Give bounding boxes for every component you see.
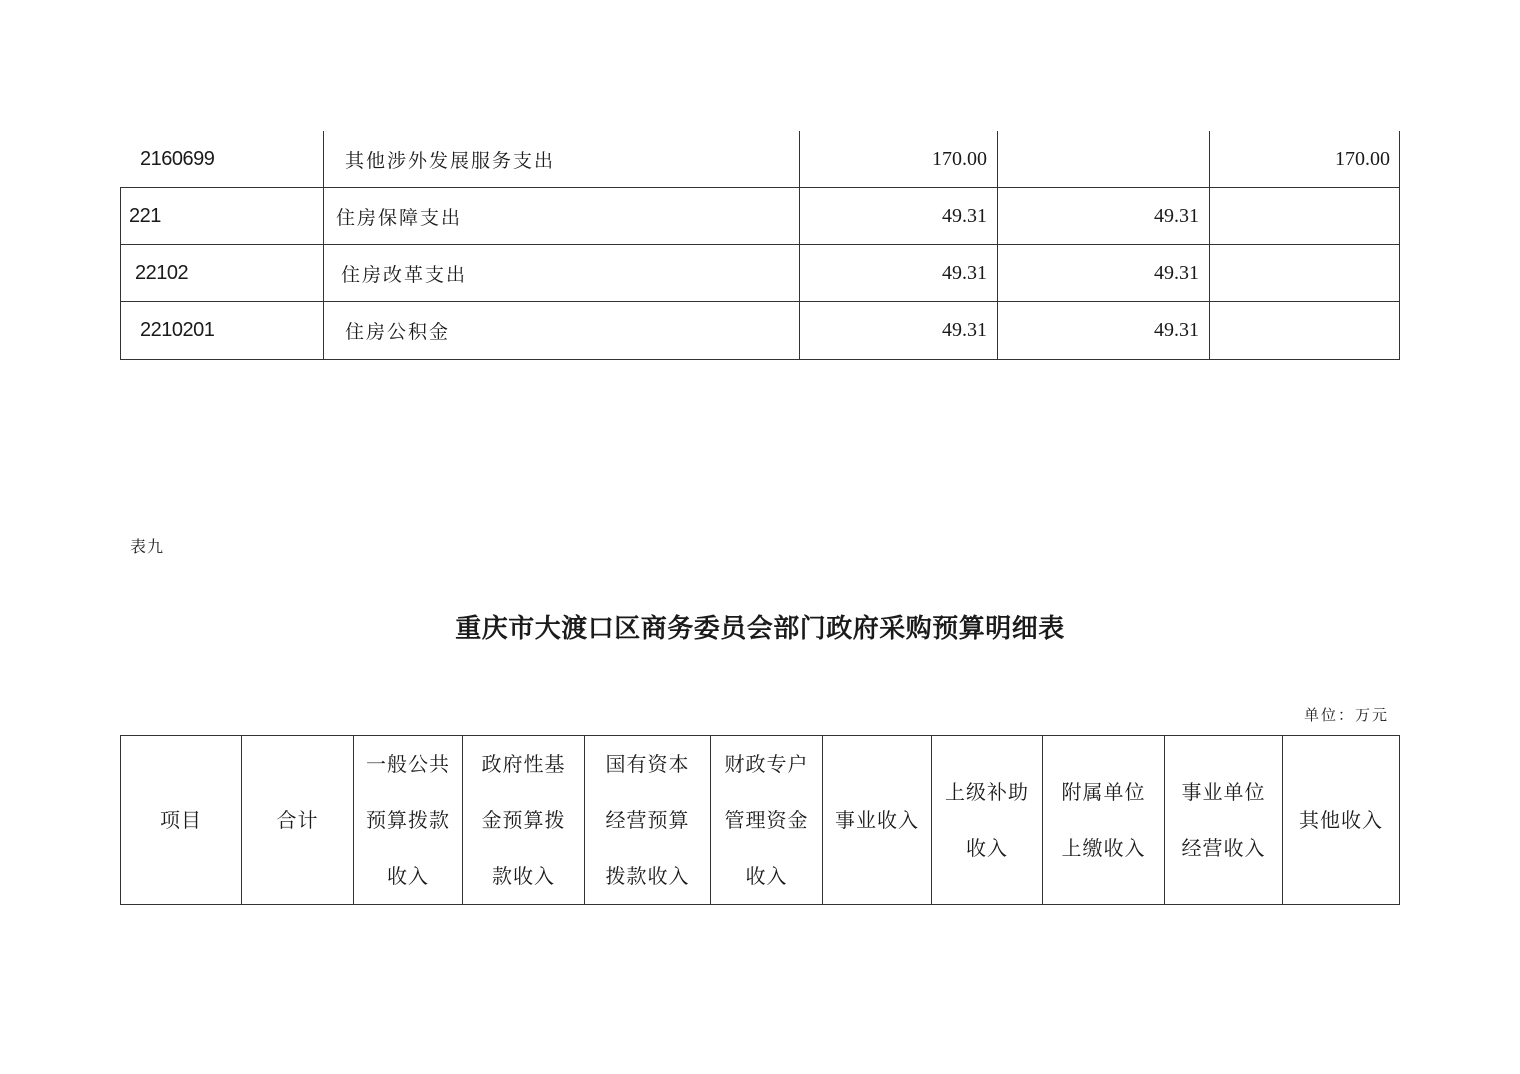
amount-basic: 49.31 [1154,204,1199,227]
header-line: 合计 [276,808,319,832]
amount-total: 49.31 [942,261,987,284]
header-line: 事业单位 [1181,780,1266,804]
header-line: 一般公共 [366,752,450,776]
account-name-cell [323,188,799,244]
header-line: 国有资本 [605,752,690,776]
header-line: 拨款收入 [605,864,690,888]
header-line: 收入 [387,864,429,888]
header-text [366,736,450,904]
unit-label: 单位：万元 [1303,706,1389,724]
amount-total: 49.31 [942,204,987,227]
header-text [1299,792,1383,848]
column-header-affiliated-units [1043,736,1165,904]
header-text [835,792,919,848]
account-name: 住房保障支出 [336,206,463,229]
amount-total-cell [799,131,997,187]
header-line: 附属单位 [1061,780,1146,804]
amount-basic-cell [997,245,1209,301]
account-code: 2210201 [140,319,215,341]
budget-table-continuation [120,131,1400,360]
account-code: 221 [129,204,161,227]
account-code-cell [120,302,323,359]
account-name: 其他涉外发展服务支出 [345,149,556,172]
header-line: 收入 [745,864,788,888]
page-title: 重庆市大渡口区商务委员会部门政府采购预算明细表 [455,614,1065,644]
column-header-gov-fund [463,736,585,904]
amount-basic: 49.31 [1154,261,1199,284]
account-name-cell [323,131,799,187]
amount-basic-cell [997,302,1209,359]
account-name-cell [323,245,799,301]
header-line: 上缴收入 [1061,836,1146,860]
header-text [1182,764,1266,876]
column-header-operating-income [1165,736,1283,904]
column-header-total [242,736,354,904]
table-number-label: 表九 [130,537,165,556]
account-name: 住房公积金 [345,321,451,343]
header-line: 经营预算 [605,808,690,832]
header-line: 政府性基 [481,752,566,776]
amount-project-cell [1209,188,1400,244]
header-line: 事业收入 [835,808,919,832]
procurement-budget-table-header [120,735,1400,905]
column-header-superior-subsidy [932,736,1043,904]
table-row [120,131,1400,188]
amount-basic-cell [997,131,1209,187]
column-header-state-capital [585,736,711,904]
amount-project-cell [1209,131,1400,187]
column-header-general-budget [354,736,463,904]
table-row [120,245,1400,302]
column-header-business-income [823,736,932,904]
amount-project: 170.00 [1335,147,1390,170]
account-code-cell [120,245,323,301]
account-name: 住房改革支出 [341,263,468,286]
column-header-other-income [1283,736,1399,904]
amount-total-cell [799,188,997,244]
account-code-cell [120,131,323,187]
amount-total: 170.00 [932,147,987,170]
amount-total: 49.31 [942,319,987,341]
header-line: 其他收入 [1299,808,1383,832]
amount-basic-cell [997,188,1209,244]
header-text [277,792,319,848]
column-header-special-account [711,736,823,904]
header-text [945,764,1029,876]
header-line: 收入 [966,836,1008,860]
table-row [120,188,1400,245]
table-row [120,302,1400,360]
header-text [606,736,690,904]
header-line: 财政专户 [724,752,809,776]
column-header-item [121,736,242,904]
amount-project-cell [1209,245,1400,301]
amount-total-cell [799,302,997,359]
header-line: 款收入 [492,864,555,888]
account-code: 22102 [135,261,189,284]
header-line: 上级补助 [945,780,1029,804]
header-text [1062,764,1146,876]
header-line: 经营收入 [1181,836,1266,860]
header-line: 项目 [160,808,202,832]
header-text [160,792,202,848]
header-line: 金预算拨 [481,808,566,832]
amount-basic: 49.31 [1154,319,1199,341]
amount-project-cell [1209,302,1400,359]
header-line: 预算拨款 [366,808,450,832]
account-code-cell [120,188,323,244]
account-code: 2160699 [140,147,215,170]
amount-total-cell [799,245,997,301]
account-name-cell [323,302,799,359]
header-text [482,736,566,904]
header-line: 管理资金 [724,808,809,832]
header-text [725,736,809,904]
